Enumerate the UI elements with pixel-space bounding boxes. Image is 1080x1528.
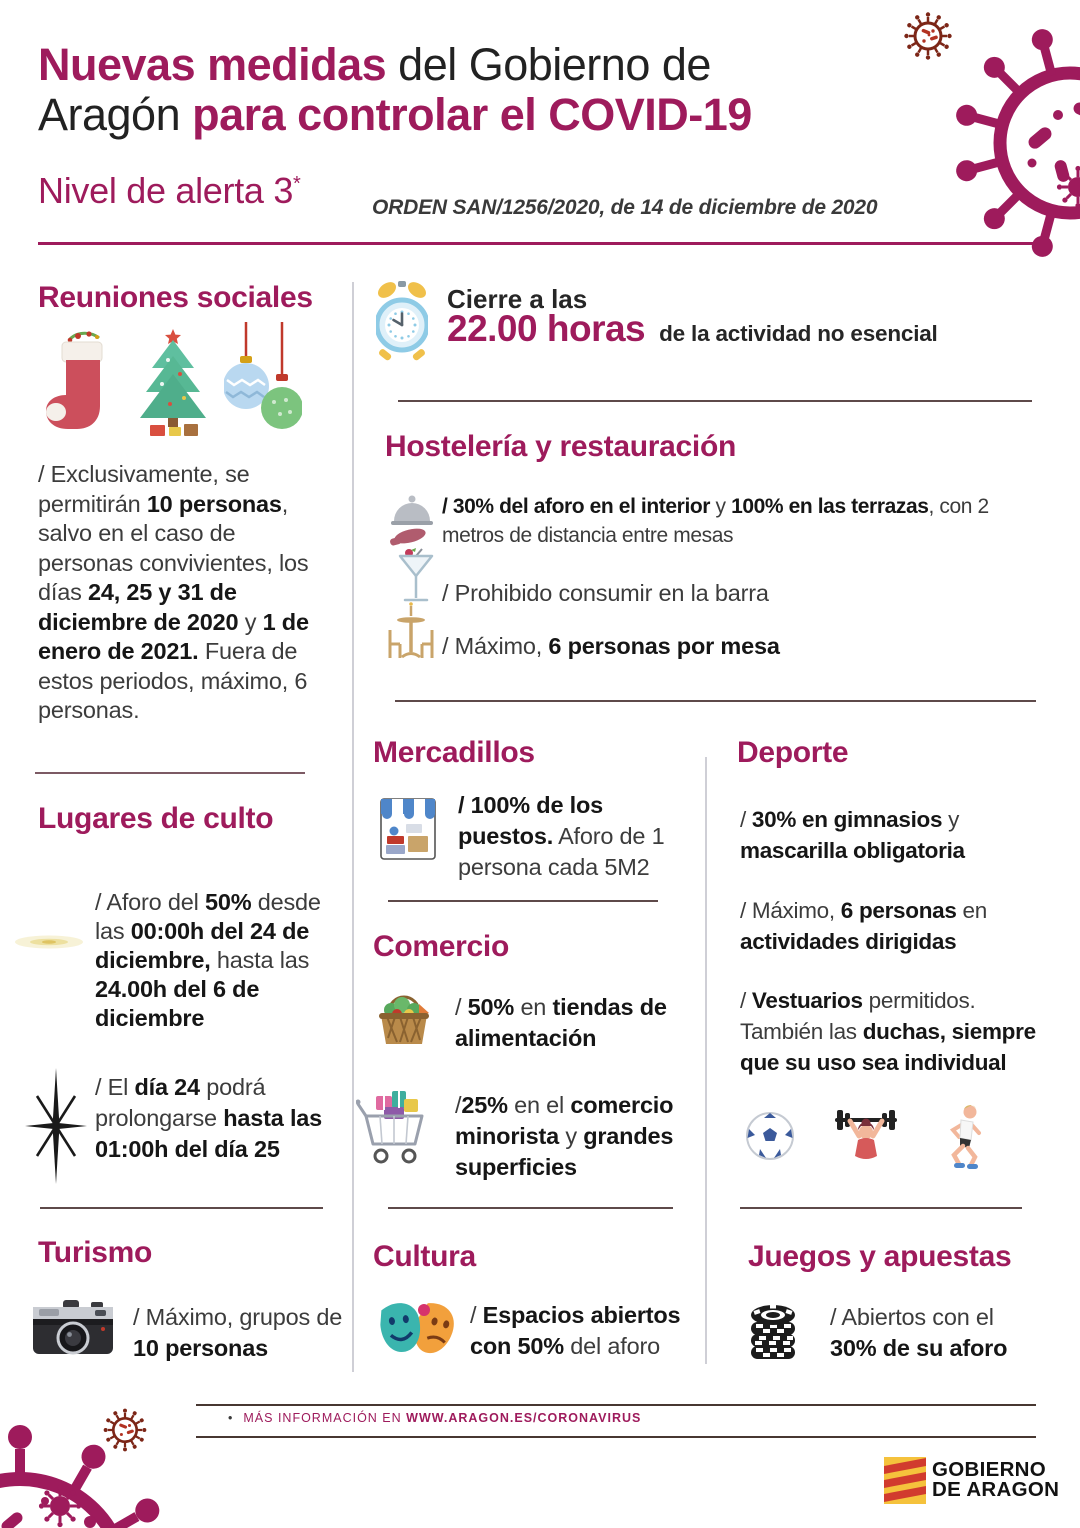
logo-line2: DE ARAGON [932, 1478, 1060, 1501]
ornaments-icon [224, 322, 302, 438]
mercadillos-rule [388, 900, 658, 902]
deporte-item-1: / 30% en gimnasios y mascarilla obligatoria [740, 807, 965, 863]
culto-item-1: / Aforo del 50% desde las 00:00h del 24 de diciembre, hasta las 24.00h del 6 de diciembre [95, 889, 321, 1031]
section-title-lugares-culto: Lugares de culto [38, 802, 274, 835]
section-title-cultura: Cultura [373, 1240, 476, 1273]
column-divider-left [352, 282, 354, 1372]
section-title-hosteleria: Hostelería y restauración [385, 430, 736, 463]
mercadillos-item-1: / 100% de los puestos. Aforo de 1 persona cada 5M2 [458, 792, 665, 880]
serving-cloche-icon [390, 490, 434, 548]
column-divider-right [705, 757, 707, 1364]
aragon-flag-icon [884, 1457, 926, 1504]
page-title [38, 40, 1038, 140]
alert-note-mark: * [293, 173, 301, 195]
deporte-item-2: / Máximo, 6 personas en actividades dirigidas [740, 898, 987, 954]
alert-level: Nivel de alerta 3* [38, 170, 301, 211]
section-title-mercadillos: Mercadillos [373, 736, 535, 769]
cocktail-icon [396, 548, 436, 610]
theater-masks-icon [378, 1296, 462, 1362]
section-title-turismo: Turismo [38, 1236, 153, 1269]
hosteleria-rule [395, 700, 1036, 702]
comercio-item-1: / 50% en tiendas de alimentación [455, 994, 667, 1051]
camera-icon [33, 1296, 113, 1360]
turismo-rule [40, 1207, 323, 1209]
footer-rule-top [196, 1404, 1036, 1406]
deporte-item-3: / Vestuarios permitidos. También las duchas, siempre que su uso sea individual [740, 988, 1036, 1075]
hosteleria-item-2: / Prohibido consumir en la barra [442, 580, 769, 606]
section-title-reuniones: Reuniones sociales [38, 281, 313, 314]
cultura-rule [388, 1207, 673, 1209]
header-rule [38, 242, 1043, 245]
christmas-tree-icon [132, 328, 214, 438]
runner-icon [936, 1102, 986, 1170]
reuniones-paragraph: / Exclusivamente, se permitirán 10 personas, salvo en el caso de personas convivientes, los días 24, 25 y 31 de diciembre de 2020 y 1 de enero de 2021. Fuera de estos periodos, máximo, 6 personas. [38, 461, 309, 723]
alarm-clock-icon [376, 276, 428, 368]
closure-rule [398, 400, 1032, 402]
hosteleria-item-3: / Máximo, 6 personas por mesa [442, 633, 780, 659]
christmas-stocking-icon [42, 328, 120, 436]
page-title-line2: Aragón para controlar el COVID-19 [38, 89, 752, 140]
logo-line1: GOBIERNO [932, 1458, 1047, 1481]
market-stall-icon [380, 798, 436, 860]
weightlifter-icon [833, 1104, 899, 1168]
footer-info [228, 1411, 641, 1425]
culto-item-2: / El día 24 podrá prolongarse hasta las 01:00h del día 25 [95, 1074, 323, 1162]
candle-icon [12, 928, 86, 956]
footer-info-url: WWW.ARAGON.ES/CORONAVIRUS [406, 1411, 642, 1425]
cultura-item-1: / Espacios abiertos con 50% del aforo [470, 1302, 681, 1359]
juegos-rule [740, 1207, 1022, 1209]
shopping-cart-icon [356, 1088, 432, 1168]
footer-bullet: • [228, 1411, 234, 1425]
star-icon [25, 1068, 89, 1184]
comercio-item-2: /25% en el comercio minorista y grandes superficies [455, 1092, 674, 1180]
section-title-comercio: Comercio [373, 930, 509, 963]
reuniones-rule [35, 772, 305, 774]
turismo-item-1: / Máximo, grupos de 10 personas [133, 1304, 343, 1361]
hosteleria-item-1: / 30% del aforo en el interior y 100% en las terrazas, con 2 metros de distancia entre mesas [442, 495, 989, 547]
order-reference: ORDEN SAN/1256/2020, de 14 de diciembre de 2020 [372, 196, 878, 219]
footer-info-prefix: MÁS INFORMACIÓN EN [243, 1411, 407, 1425]
food-basket-icon [375, 986, 433, 1048]
government-logo [932, 1460, 1059, 1500]
coronavirus-icon-bottom [0, 1406, 230, 1528]
footer-rule-bottom [196, 1436, 1036, 1438]
section-title-deporte: Deporte [737, 736, 849, 769]
table-chairs-icon [386, 602, 436, 664]
poker-chips-icon [747, 1298, 799, 1364]
section-title-juegos: Juegos y apuestas [748, 1240, 1012, 1273]
page-title-line1: Nuevas medidas del Gobierno de [38, 39, 711, 90]
closure-suffix: de la actividad no esencial [659, 321, 938, 346]
closure-time: 22.00 horas [447, 308, 646, 349]
soccer-ball-icon [745, 1110, 795, 1162]
juegos-item-1: / Abiertos con el 30% de su aforo [830, 1304, 1008, 1361]
closure-prefix: Cierre a las [447, 284, 588, 314]
